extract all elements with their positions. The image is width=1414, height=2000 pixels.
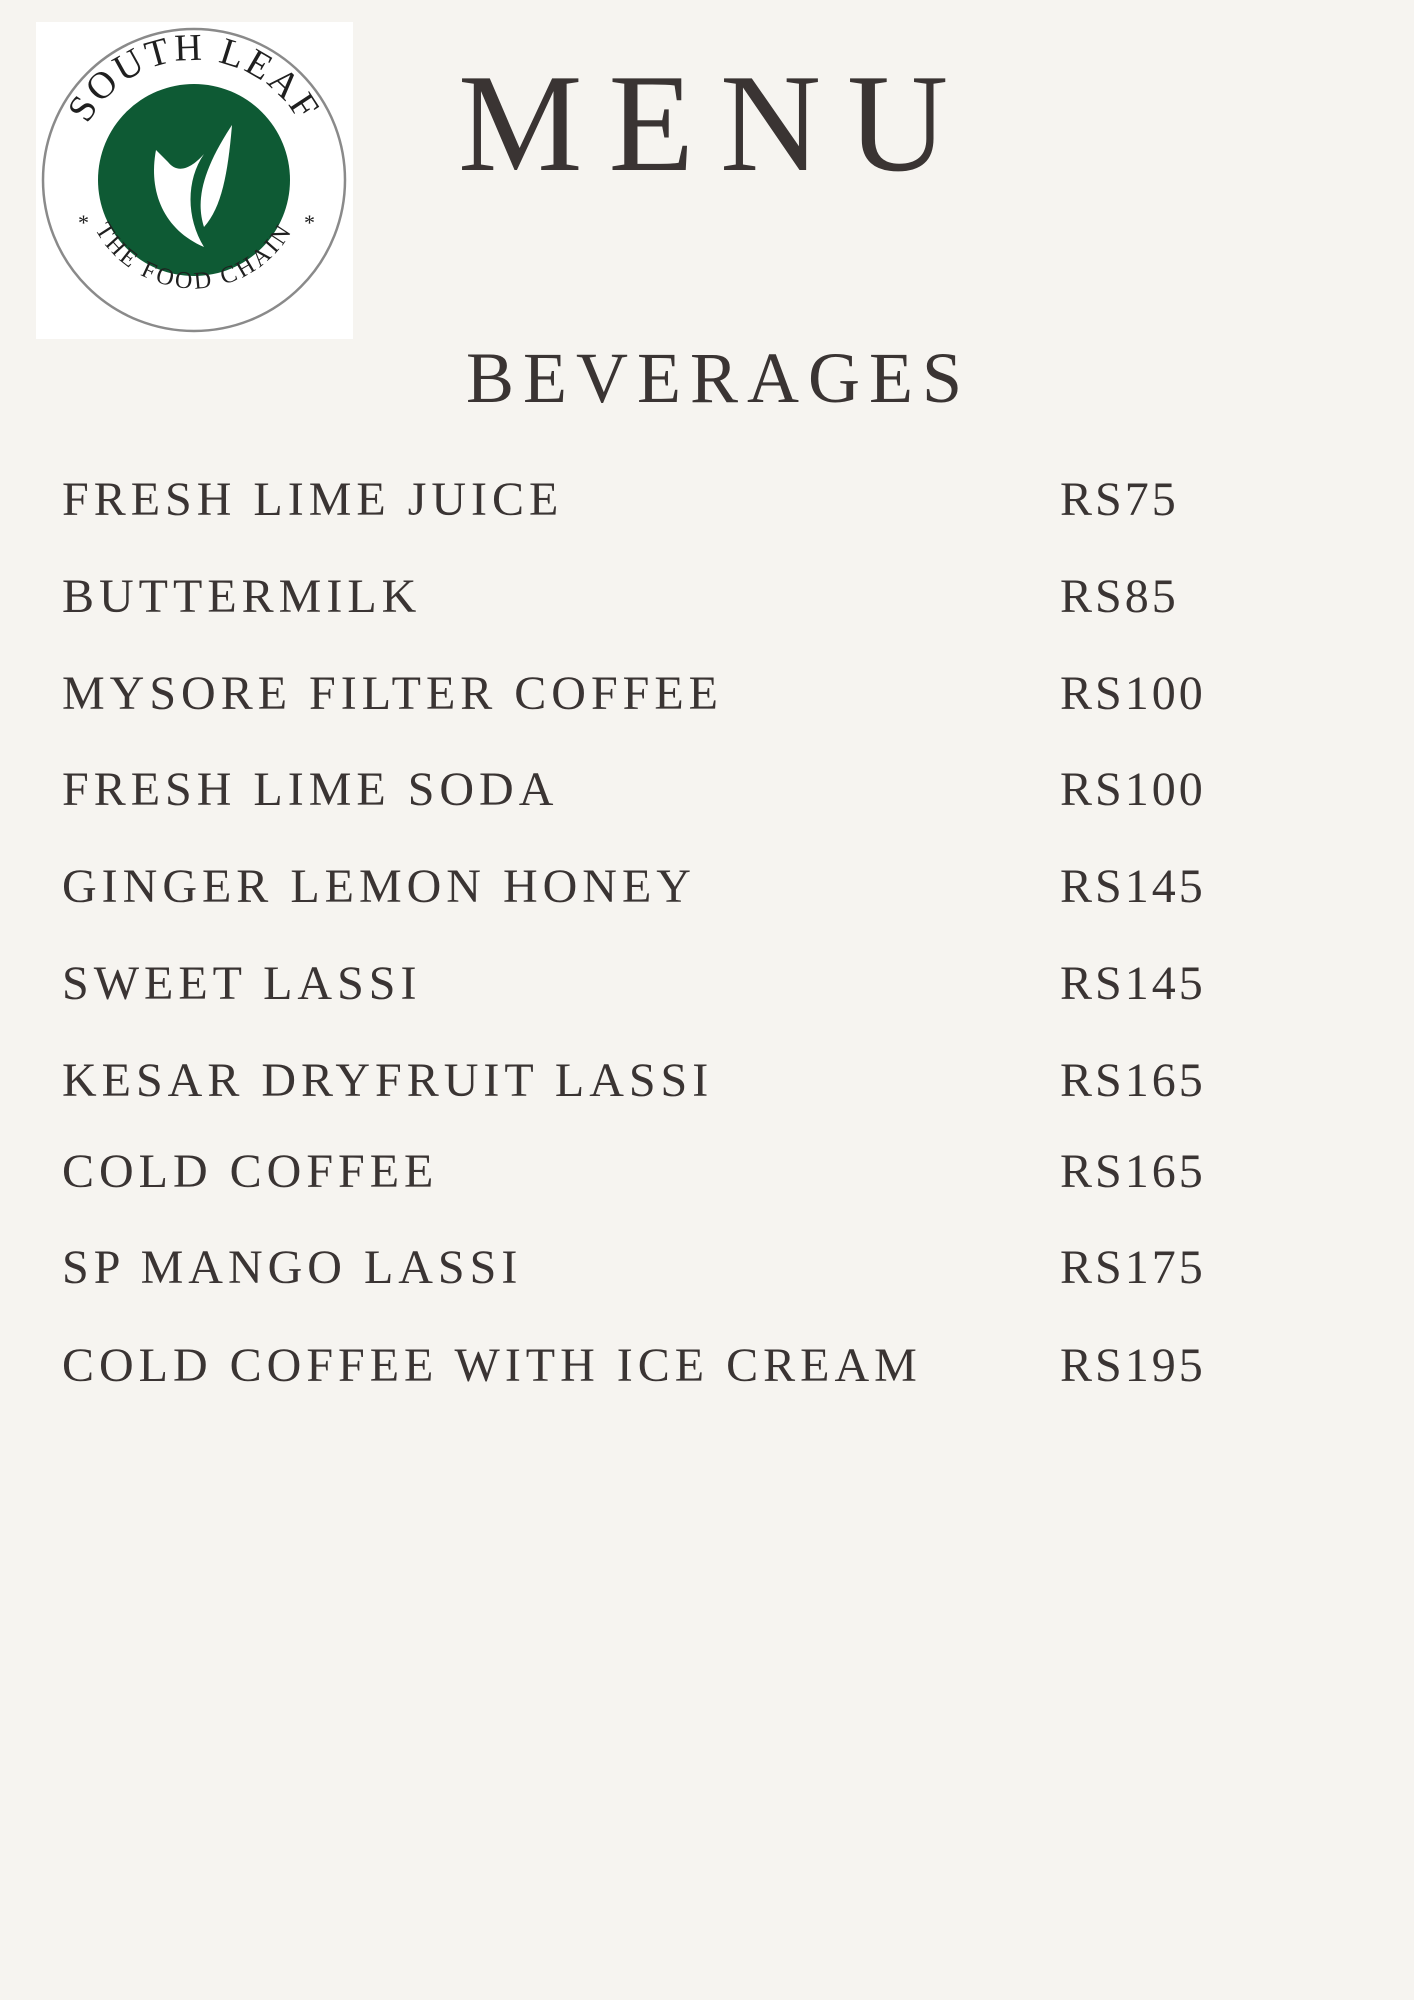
menu-item [62, 664, 1362, 724]
logo-top-text: SOUTH LEAF [59, 26, 329, 130]
menu-item [62, 470, 1362, 530]
item-name: COLD COFFEE WITH ICE CREAM [62, 1339, 922, 1392]
item-price: RS145 [1060, 957, 1206, 1010]
menu-item [62, 567, 1362, 627]
item-name: SP MANGO LASSI [62, 1241, 523, 1294]
menu-item [62, 1051, 1362, 1111]
item-name: MYSORE FILTER COFFEE [62, 667, 723, 720]
menu-item [62, 1142, 1362, 1202]
logo-bottom-text: THE FOOD CHAIN [89, 218, 299, 295]
item-price: RS165 [1060, 1145, 1206, 1198]
item-name: KESAR DRYFRUIT LASSI [62, 1054, 714, 1107]
section-title: BEVERAGES [466, 338, 972, 418]
menu-item [62, 954, 1362, 1014]
item-price: RS145 [1060, 860, 1206, 913]
item-name: FRESH LIME SODA [62, 763, 559, 816]
item-name: SWEET LASSI [62, 957, 422, 1010]
menu-item [62, 857, 1362, 917]
item-price: RS100 [1060, 763, 1206, 816]
item-name: COLD COFFEE [62, 1145, 439, 1198]
star-icon: * [78, 210, 89, 235]
item-name: GINGER LEMON HONEY [62, 860, 696, 913]
item-price: RS195 [1060, 1339, 1206, 1392]
item-price: RS175 [1060, 1241, 1206, 1294]
item-price: RS100 [1060, 667, 1206, 720]
item-price: RS165 [1060, 1054, 1206, 1107]
brand-logo [36, 22, 353, 339]
star-icon: * [304, 210, 315, 235]
menu-item [62, 1336, 1362, 1396]
item-name: FRESH LIME JUICE [62, 473, 564, 526]
menu-item [62, 1238, 1362, 1298]
page-title: MENU [458, 46, 975, 201]
item-price: RS85 [1060, 570, 1179, 623]
item-name: BUTTERMILK [62, 570, 422, 623]
south-leaf-logo-icon [36, 22, 353, 339]
item-price: RS75 [1060, 473, 1179, 526]
menu-item [62, 760, 1362, 820]
